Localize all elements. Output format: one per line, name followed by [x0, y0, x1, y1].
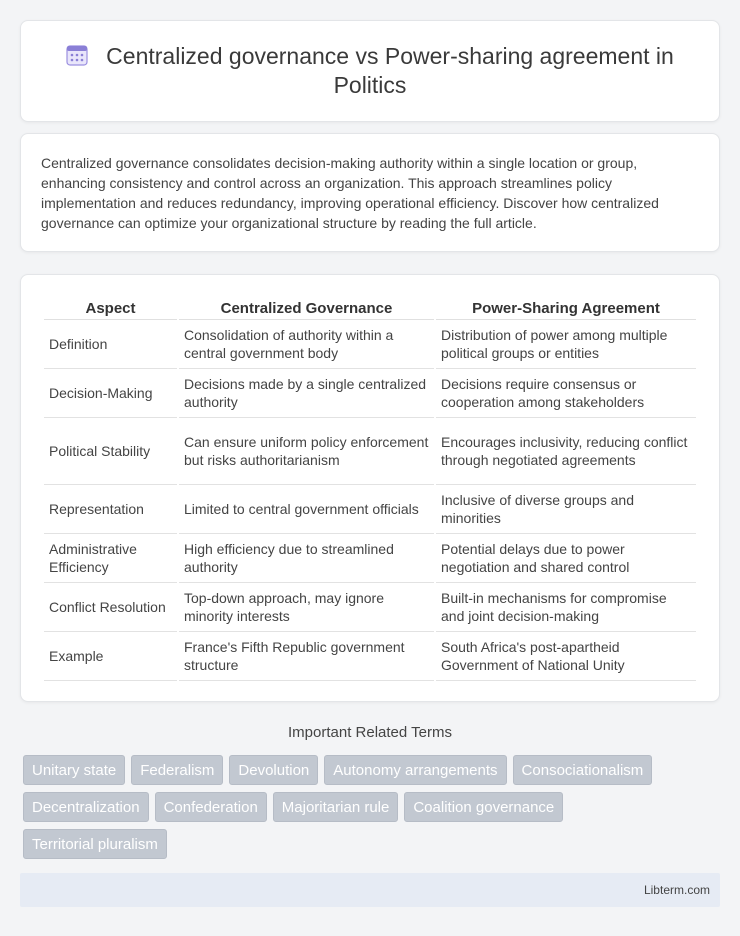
- table-cell: Representation: [44, 485, 177, 534]
- table-row: [44, 485, 696, 534]
- table-cell: Conflict Resolution: [44, 583, 177, 632]
- related-terms-title: Important Related Terms: [288, 724, 452, 741]
- related-term-tag[interactable]: Majoritarian rule: [273, 792, 399, 822]
- header-centralized: Centralized Governance: [179, 297, 434, 320]
- table-row: [44, 583, 696, 632]
- table-cell: Encourages inclusivity, reducing conflict through negotiated agreements: [436, 418, 696, 485]
- intro-text: Centralized governance consolidates decision-making authority within a single location or group, enhancing consistency and control across an organization. This approach streamlines policy implementation and reduces redundancy, improving operational efficiency. Discover how centralized governance can optimize your organizational structure by reading the full article.: [41, 155, 659, 231]
- table-cell: Administrative Efficiency: [44, 534, 177, 583]
- related-term-tag[interactable]: Coalition governance: [404, 792, 563, 822]
- table-cell: Definition: [44, 320, 177, 369]
- related-term-tag[interactable]: Consociationalism: [513, 755, 653, 785]
- table-row: [44, 534, 696, 583]
- table-cell: Can ensure uniform policy enforcement but risks authoritarianism: [179, 418, 434, 485]
- related-term-tag[interactable]: Confederation: [155, 792, 267, 822]
- comparison-card: [20, 274, 720, 702]
- table-cell: France's Fifth Republic government structure: [179, 632, 434, 681]
- related-terms-list: [20, 755, 700, 859]
- related-term-tag[interactable]: Unitary state: [23, 755, 125, 785]
- page-title: Centralized governance vs Power-sharing agreement in Politics: [106, 43, 674, 98]
- header-aspect: Aspect: [44, 297, 177, 320]
- header-power-sharing: Power-Sharing Agreement: [436, 297, 696, 320]
- related-term-tag[interactable]: Territorial pluralism: [23, 829, 167, 859]
- table-row: [44, 632, 696, 681]
- title-card: [20, 20, 720, 122]
- related-term-tag[interactable]: Federalism: [131, 755, 223, 785]
- table-cell: Decision-Making: [44, 369, 177, 418]
- table-row: [44, 320, 696, 369]
- related-term-tag[interactable]: Autonomy arrangements: [324, 755, 506, 785]
- related-term-tag[interactable]: Devolution: [229, 755, 318, 785]
- intro-card: [20, 133, 720, 252]
- related-term-tag[interactable]: Decentralization: [23, 792, 149, 822]
- footer: [20, 873, 720, 907]
- table-cell: Decisions require consensus or cooperation among stakeholders: [436, 369, 696, 418]
- table-cell: High efficiency due to streamlined authority: [179, 534, 434, 583]
- table-header-row: [44, 297, 696, 320]
- page-title-wrap: [51, 42, 689, 100]
- table-cell: Built-in mechanisms for compromise and joint decision-making: [436, 583, 696, 632]
- table-cell: Inclusive of diverse groups and minorities: [436, 485, 696, 534]
- calendar-grid-icon: [66, 44, 88, 66]
- table-cell: Example: [44, 632, 177, 681]
- table-cell: South Africa's post-apartheid Government of National Unity: [436, 632, 696, 681]
- table-cell: Potential delays due to power negotiation and shared control: [436, 534, 696, 583]
- table-cell: Distribution of power among multiple political groups or entities: [436, 320, 696, 369]
- table-cell: Limited to central government officials: [179, 485, 434, 534]
- comparison-table: [42, 297, 698, 681]
- table-cell: Top-down approach, may ignore minority interests: [179, 583, 434, 632]
- table-cell: Decisions made by a single centralized authority: [179, 369, 434, 418]
- table-cell: Political Stability: [44, 418, 177, 485]
- table-row: [44, 369, 696, 418]
- table-row: [44, 418, 696, 485]
- table-cell: Consolidation of authority within a central government body: [179, 320, 434, 369]
- footer-brand-link[interactable]: Libterm.com: [643, 883, 710, 897]
